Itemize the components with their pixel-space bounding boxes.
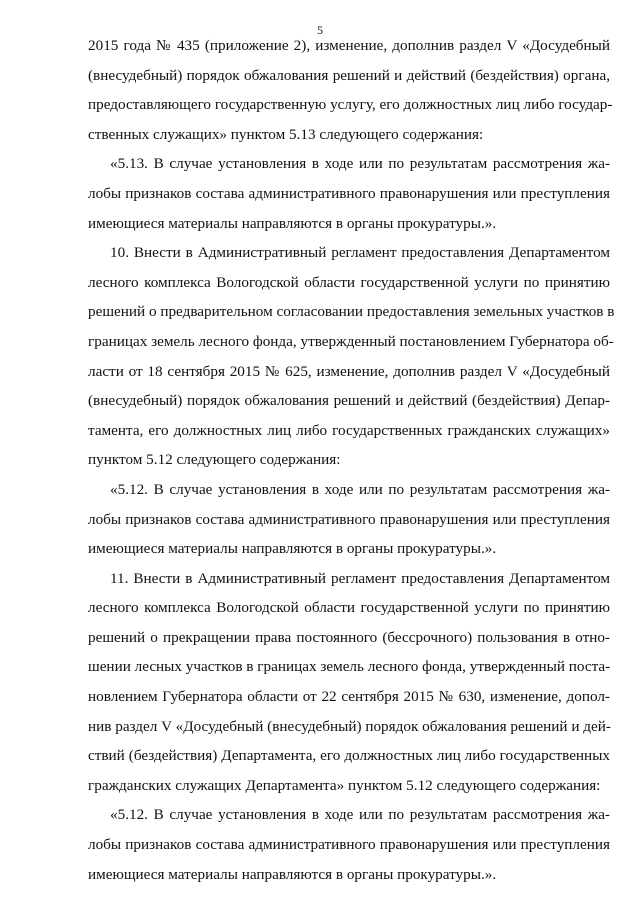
paragraph (88, 149, 610, 238)
page-number: 5 (317, 23, 323, 37)
text-line: лесного комплекса Вологодской области государственной услуги по принятию (88, 599, 610, 617)
text-line: пунктом 5.12 следующего содержания: (88, 451, 341, 469)
text-line: лесного комплекса Вологодской области государственной услуги по принятию (88, 273, 610, 291)
text-line: имеющиеся материалы направляются в органы прокуратуры.». (88, 214, 497, 232)
paragraph (88, 475, 610, 564)
paragraph (88, 564, 610, 801)
text-line: новлением Губернатора области от 22 сентября 2015 № 630, изменение, допол- (88, 688, 610, 706)
text-line: предоставляющего государственную услугу, его должностных лиц либо государ- (88, 96, 613, 114)
text-line: нив раздел V «Досудебный (внесудебный) порядок обжалования решений и дей- (88, 717, 611, 735)
text-line: шении лесных участков в границах земель лесного фонда, утвержденный поста- (88, 658, 611, 676)
text-line: (внесудебный) порядок обжалования решений и действий (бездействия) органа, (88, 66, 610, 84)
text-line: границах земель лесного фонда, утвержденный постановлением Губернатора об- (88, 332, 614, 350)
text-line: гражданских служащих Департамента» пунктом 5.12 следующего содержания: (88, 776, 601, 794)
paragraph (88, 800, 610, 889)
text-line: лобы признаков состава административного правонарушения или преступления (88, 510, 610, 528)
text-line: «5.12. В случае установления в ходе или по результатам рассмотрения жа- (110, 480, 610, 498)
text-line: тамента, его должностных лиц либо государственных гражданских служащих» (88, 421, 610, 439)
text-line: «5.12. В случае установления в ходе или по результатам рассмотрения жа- (110, 806, 610, 824)
text-line: лобы признаков состава административного правонарушения или преступления (88, 184, 610, 202)
text-line: 11. Внести в Административный регламент предоставления Департаментом (110, 569, 610, 587)
document-body (88, 31, 615, 889)
paragraph (88, 238, 615, 475)
text-line: «5.13. В случае установления в ходе или по результатам рассмотрения жа- (110, 155, 610, 173)
paragraph (88, 31, 613, 149)
text-line: (внесудебный) порядок обжалования решений и действий (бездействия) Депар- (88, 392, 610, 410)
text-line: лобы признаков состава административного правонарушения или преступления (88, 836, 610, 854)
text-line: 10. Внести в Административный регламент предоставления Департаментом (110, 244, 610, 262)
text-line: 2015 года № 435 (приложение 2), изменение, дополнив раздел V «Досудебный (88, 37, 610, 54)
text-line: имеющиеся материалы направляются в органы прокуратуры.». (88, 540, 497, 558)
text-line: ствий (бездействия) Департамента, его должностных лиц либо государственных (88, 747, 610, 765)
text-line: решений о предварительном согласовании предоставления земельных участков в (88, 303, 615, 321)
text-line: ласти от 18 сентября 2015 № 625, изменение, дополнив раздел V «Досудебный (88, 362, 610, 380)
text-line: ственных служащих» пунктом 5.13 следующего содержания: (88, 125, 484, 143)
text-line: решений о прекращении права постоянного (бессрочного) пользования в отно- (88, 628, 610, 646)
text-line: имеющиеся материалы направляются в органы прокуратуры.». (88, 865, 497, 883)
